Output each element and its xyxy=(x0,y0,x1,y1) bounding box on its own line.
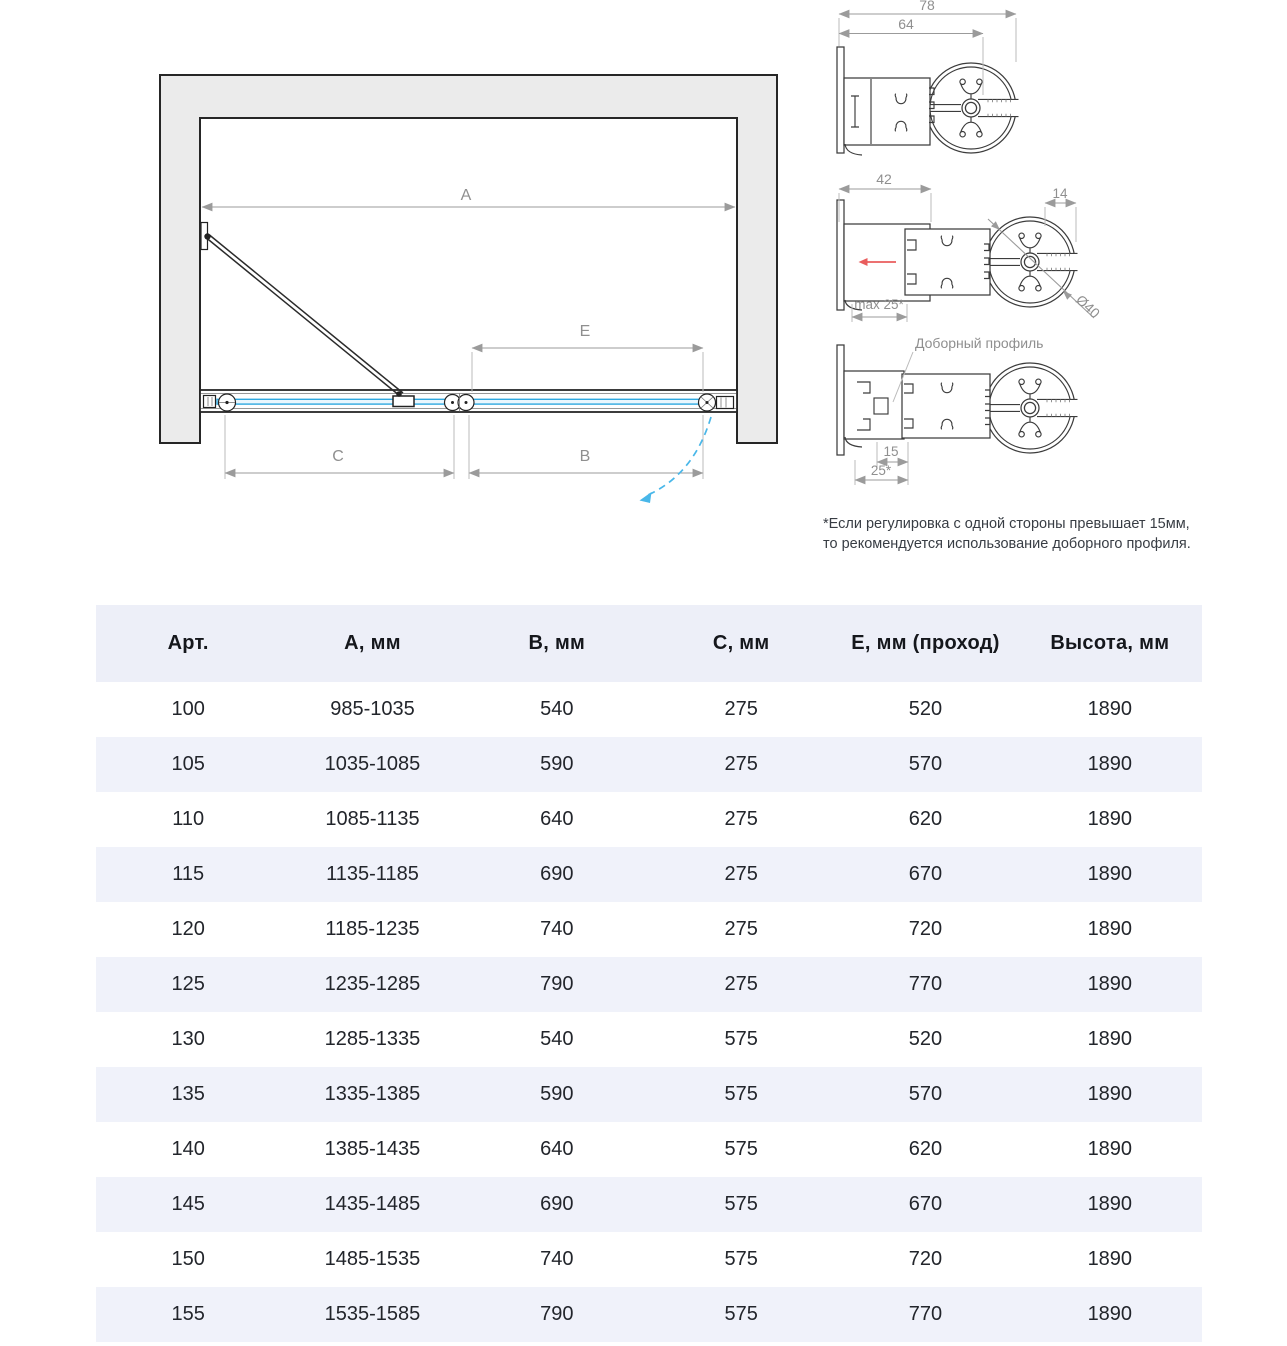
footnote-line1: *Если регулировка с одной стороны превышает 15мм, xyxy=(823,516,1190,532)
table-cell: 570 xyxy=(908,753,943,775)
dim-diameter-label: Ø40 xyxy=(1072,291,1104,322)
table-header-row xyxy=(96,605,1202,682)
table-cell: 1890 xyxy=(1087,1248,1133,1270)
column-header: В, мм xyxy=(528,632,586,654)
dim-25-label: 25* xyxy=(870,463,892,478)
table-cell: 575 xyxy=(724,1028,758,1050)
table-cell: 640 xyxy=(540,808,574,830)
column-header: Е, мм (проход) xyxy=(851,632,1000,654)
dim-a-label: A xyxy=(460,187,472,204)
table-cell: 1185-1235 xyxy=(325,918,420,940)
dim-14-label: 14 xyxy=(1052,186,1068,201)
table-cell: 275 xyxy=(724,918,758,940)
left-end-cap xyxy=(204,396,216,408)
dim-25 xyxy=(855,460,908,485)
dim-78-label: 78 xyxy=(919,0,935,13)
dim-c-label: C xyxy=(332,448,344,465)
table-cell: 740 xyxy=(540,1248,574,1270)
footnote xyxy=(823,514,1213,554)
table-cell: 720 xyxy=(908,1248,943,1270)
table-cell: 520 xyxy=(908,698,943,720)
dim-15-label: 15 xyxy=(883,444,899,459)
table-cell: 620 xyxy=(908,1138,943,1160)
table-row xyxy=(96,792,1202,847)
table-cell: 1890 xyxy=(1087,1193,1133,1215)
table-cell: 1890 xyxy=(1087,698,1133,720)
table-body xyxy=(96,682,1202,1342)
table-cell: 275 xyxy=(724,753,758,775)
table-cell: 570 xyxy=(908,1083,943,1105)
right-roller xyxy=(699,394,734,411)
table-cell: 1890 xyxy=(1087,863,1133,885)
technical-drawing xyxy=(0,0,1287,600)
table-row xyxy=(96,1067,1202,1122)
table-cell: 1890 xyxy=(1087,1028,1133,1050)
dim-max25-label: max 25* xyxy=(854,297,904,312)
dim-b xyxy=(469,415,703,479)
table-cell: 100 xyxy=(171,698,205,720)
table-cell: 640 xyxy=(540,1138,574,1160)
table-cell: 540 xyxy=(540,698,574,720)
table-row xyxy=(96,847,1202,902)
table-cell: 1035-1085 xyxy=(324,753,421,775)
table-cell: 275 xyxy=(724,973,758,995)
profile-middle xyxy=(837,171,1103,322)
middle-roller xyxy=(445,394,475,412)
dim-42-label: 42 xyxy=(876,171,892,187)
wall xyxy=(160,75,777,443)
table-cell: 540 xyxy=(540,1028,574,1050)
table-cell: 1890 xyxy=(1087,753,1133,775)
table-cell: 1085-1135 xyxy=(325,808,420,830)
table-cell: 140 xyxy=(171,1138,205,1160)
profile-bottom xyxy=(837,335,1078,485)
dim-64-label: 64 xyxy=(898,16,914,32)
table-cell: 150 xyxy=(171,1248,205,1270)
table-cell: 1385-1435 xyxy=(324,1138,421,1160)
table-cell: 575 xyxy=(724,1138,758,1160)
table-cell: 1235-1285 xyxy=(324,973,421,995)
table-cell: 690 xyxy=(540,863,574,885)
table-cell: 670 xyxy=(908,863,943,885)
table-cell: 1285-1335 xyxy=(324,1028,421,1050)
table-row xyxy=(96,682,1202,737)
dim-78 xyxy=(839,0,1016,62)
table-row xyxy=(96,1287,1202,1342)
table-row xyxy=(96,1122,1202,1177)
table-cell: 740 xyxy=(540,918,574,940)
footnote-line2: то рекомендуется использование доборного профиля. xyxy=(823,536,1191,552)
table-cell: 1890 xyxy=(1087,1138,1133,1160)
table-row xyxy=(96,1177,1202,1232)
table-cell: 275 xyxy=(724,698,758,720)
table-cell: 1890 xyxy=(1087,1303,1133,1325)
table-cell: 135 xyxy=(171,1083,205,1105)
dim-a xyxy=(202,187,735,207)
table-cell: 620 xyxy=(908,808,943,830)
dim-e-label: E xyxy=(579,323,591,340)
dim-42 xyxy=(839,171,931,222)
table-cell: 770 xyxy=(908,973,943,995)
support-bar xyxy=(201,223,403,397)
table-row xyxy=(96,957,1202,1012)
profile-top xyxy=(837,0,1019,155)
table-cell: 575 xyxy=(724,1248,758,1270)
table-cell: 1335-1385 xyxy=(324,1083,421,1105)
table-cell: 125 xyxy=(171,973,205,995)
table-cell: 105 xyxy=(171,753,205,775)
table-cell: 670 xyxy=(908,1193,943,1215)
table-cell: 275 xyxy=(724,863,758,885)
table-cell: 575 xyxy=(724,1193,758,1215)
table-cell: 130 xyxy=(171,1028,205,1050)
table-cell: 690 xyxy=(540,1193,574,1215)
table-cell: 575 xyxy=(724,1083,758,1105)
handle xyxy=(393,396,414,407)
left-roller xyxy=(219,394,236,411)
table-cell: 155 xyxy=(171,1303,205,1325)
table-cell: 790 xyxy=(540,973,574,995)
table-cell: 575 xyxy=(724,1303,758,1325)
table-cell: 1890 xyxy=(1087,973,1133,995)
dim-e xyxy=(472,323,703,392)
table-cell: 1890 xyxy=(1087,1083,1133,1105)
column-header: Высота, мм xyxy=(1050,632,1170,654)
table-cell: 770 xyxy=(908,1303,943,1325)
table-row xyxy=(96,737,1202,792)
column-header: С, мм xyxy=(712,632,770,654)
table-cell: 985-1035 xyxy=(330,698,415,720)
table-cell: 1535-1585 xyxy=(324,1303,421,1325)
column-header: Арт. xyxy=(167,632,209,654)
table-row xyxy=(96,902,1202,957)
extension-profile-label: Доборный профиль xyxy=(915,335,1044,351)
dim-b-label: B xyxy=(579,448,591,465)
column-header: А, мм xyxy=(344,632,401,654)
table-cell: 275 xyxy=(724,808,758,830)
table-cell: 120 xyxy=(171,918,205,940)
size-table xyxy=(96,605,1202,1342)
door-swing-arrow xyxy=(640,417,712,503)
table-cell: 1135-1185 xyxy=(326,863,419,885)
table-cell: 1890 xyxy=(1087,918,1133,940)
table-cell: 1435-1485 xyxy=(324,1193,421,1215)
table-cell: 145 xyxy=(171,1193,205,1215)
table-row xyxy=(96,1012,1202,1067)
dim-c xyxy=(225,415,454,479)
table-cell: 1890 xyxy=(1087,808,1133,830)
table-cell: 590 xyxy=(540,1083,574,1105)
table-cell: 790 xyxy=(540,1303,574,1325)
plan-view xyxy=(160,75,777,503)
table-cell: 115 xyxy=(172,863,205,885)
dim-max25 xyxy=(852,297,907,322)
table-cell: 590 xyxy=(540,753,574,775)
table-cell: 520 xyxy=(908,1028,943,1050)
table-cell: 720 xyxy=(908,918,943,940)
table-row xyxy=(96,1232,1202,1287)
table-cell: 1485-1535 xyxy=(324,1248,421,1270)
table-cell: 110 xyxy=(172,808,205,830)
